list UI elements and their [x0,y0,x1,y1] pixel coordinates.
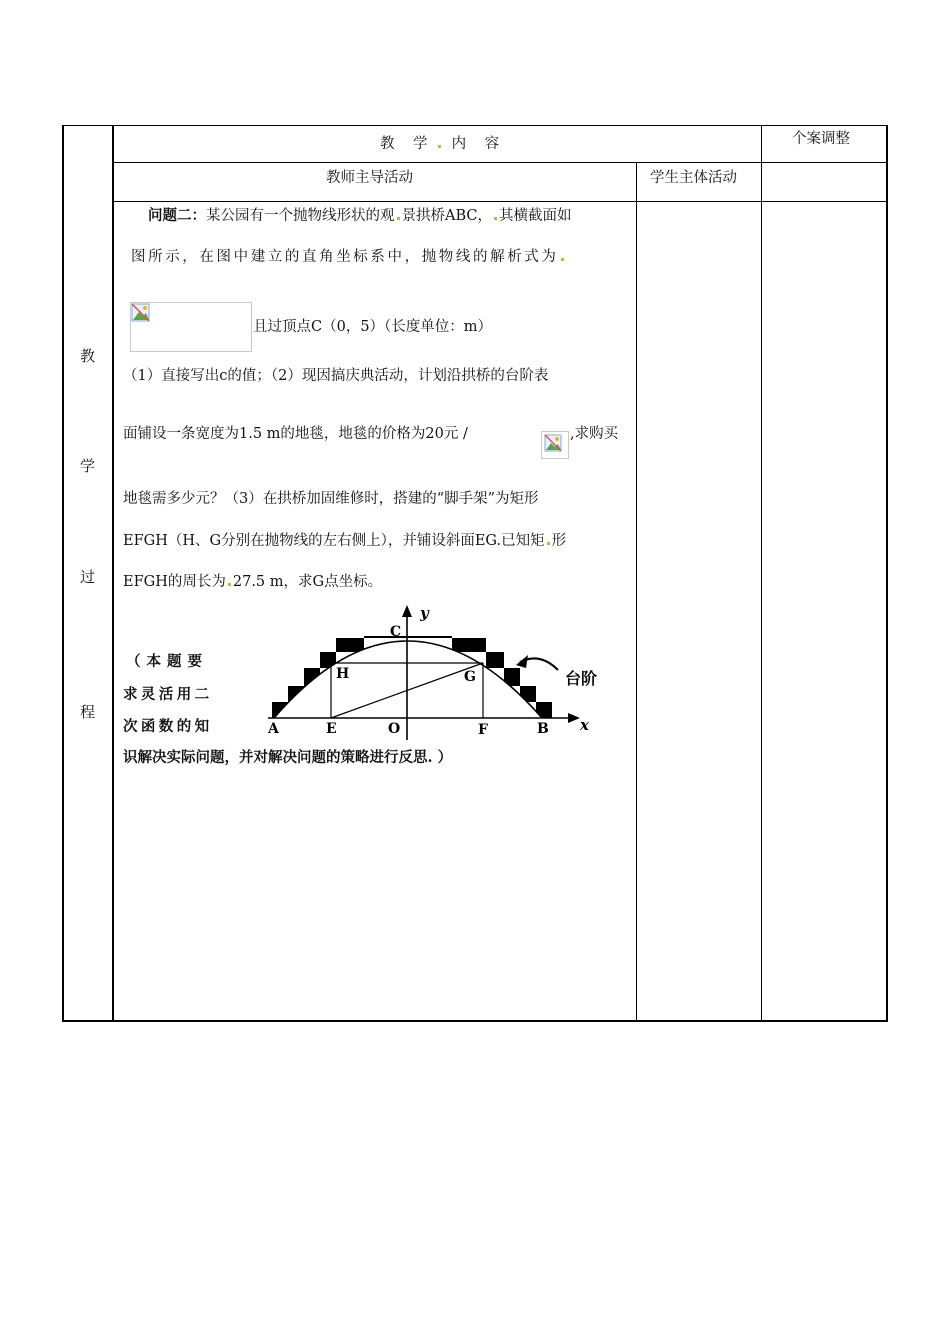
table-header-divider-2 [112,201,888,202]
side-label-char-2: 学 [80,457,96,475]
problem-line-7: EFGH（H、G分别在抛物线的左右侧上），并铺设斜面EG.已知矩 形 [123,533,567,549]
table-border-case [761,125,762,1022]
bridge-figure [230,600,630,745]
broken-image-icon [131,303,151,323]
student-activity-header: 学生主体活动 [650,170,737,186]
unit-image-icon [541,431,569,459]
problem-line-4: （1）直接写出c的值；（2）现因搞庆典活动，计划沿拱桥的台阶表 [123,368,549,384]
label-steps: 台阶 [565,669,598,688]
label-x: x [580,716,589,734]
side-label-char-4: 程 [80,703,96,721]
problem-line-3: 且过顶点C（0，5）（长度单位：m） [253,319,493,335]
note-line-3: 次函数的知 [123,718,213,735]
table-border-top [62,125,888,126]
problem-line-2: 图所示，在图中建立的直角坐标系中，抛物线的解析式为 [131,247,566,267]
case-adjust-header: 个案调整 [792,131,850,147]
label-y: y [420,604,429,622]
label-O: O [388,721,401,737]
content-title: 教 学 内 容 [380,136,500,152]
label-E: E [326,721,337,737]
label-F: F [478,722,488,738]
table-border-mid [636,163,637,1022]
teacher-activity-header: 教师主导活动 [326,170,413,186]
label-A: A [268,721,279,737]
problem-line-5a: 面铺设一条宽度为1.5 m的地毯，地毯的价格为20元 / [123,426,468,442]
table-border-right [886,125,888,1022]
label-H: H [336,666,350,682]
side-label-char-3: 过 [80,568,96,586]
problem-label: 问题二： [148,207,206,224]
note-line-4: 识解决实际问题，并对解决问题的策略进行反思. ） [123,749,453,766]
label-B: B [537,721,549,737]
problem-line-6: 地毯需多少元？（3）在拱桥加固维修时，搭建的“脚手架”为矩形 [123,491,539,507]
table-header-divider-1 [112,162,888,163]
problem-line-8: EFGH的周长为 27.5 m，求G点坐标。 [123,574,383,590]
side-label-char-1: 教 [80,347,96,365]
label-C: C [390,624,402,640]
problem-line-1: 问题二：某公园有一个抛物线形状的观 景拱桥ABC， 其横截面如 [148,207,572,224]
note-line-1: （本题要 [126,653,208,670]
table-border-left [62,125,64,1022]
problem-line-5b: ,求购买 [570,426,619,442]
label-G: G [464,669,476,685]
table-border-bottom [62,1020,888,1022]
table-border-inner-left [112,125,114,1022]
note-line-2: 求灵活用二 [123,686,213,703]
